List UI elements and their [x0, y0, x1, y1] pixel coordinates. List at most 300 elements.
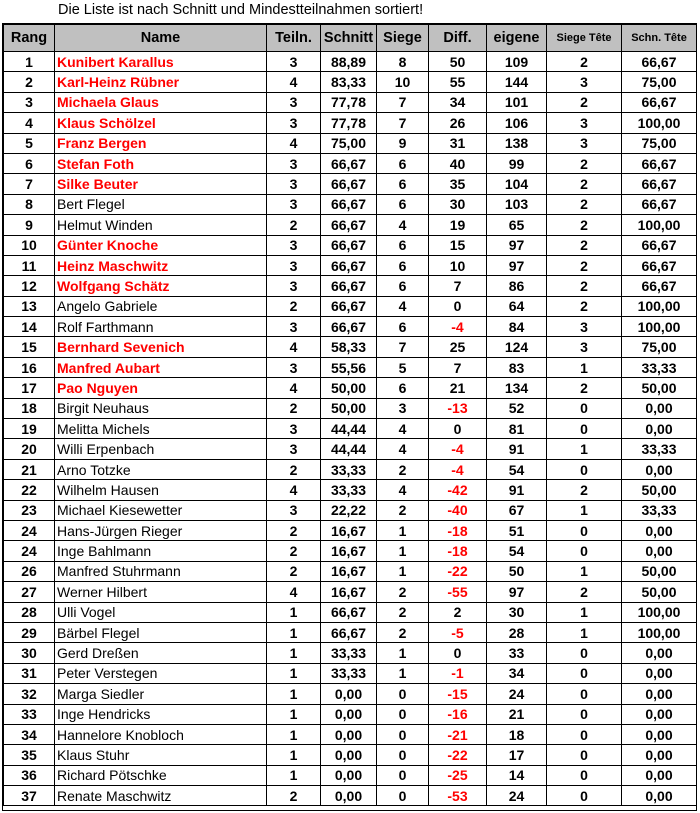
cell-name: Michael Kiesewetter [55, 500, 267, 520]
cell-rang: 4 [4, 113, 55, 133]
cell-schnitt: 50,00 [321, 378, 377, 398]
cell-siege: 1 [377, 643, 429, 663]
cell-schn-tete: 0,00 [622, 704, 697, 724]
cell-siege-tete: 2 [547, 235, 622, 255]
cell-siege: 0 [377, 684, 429, 704]
cell-eigene: 64 [487, 296, 547, 316]
cell-diff: 25 [429, 337, 487, 357]
cell-eigene: 97 [487, 235, 547, 255]
cell-siege: 10 [377, 72, 429, 92]
cell-eigene: 134 [487, 378, 547, 398]
cell-name: Arno Totzke [55, 459, 267, 479]
cell-siege: 6 [377, 194, 429, 214]
cell-eigene: 14 [487, 765, 547, 785]
header-name: Name [55, 25, 267, 52]
cell-siege-tete: 1 [547, 439, 622, 459]
cell-diff: -4 [429, 317, 487, 337]
cell-rang: 15 [4, 337, 55, 357]
cell-schnitt: 66,67 [321, 235, 377, 255]
cell-eigene: 144 [487, 72, 547, 92]
cell-name: Stefan Foth [55, 153, 267, 173]
cell-schn-tete: 0,00 [622, 398, 697, 418]
cell-schn-tete: 0,00 [622, 643, 697, 663]
cell-schnitt: 33,33 [321, 480, 377, 500]
cell-teiln: 3 [267, 419, 321, 439]
cell-siege-tete: 0 [547, 459, 622, 479]
cell-siege-tete: 3 [547, 113, 622, 133]
cell-schnitt: 33,33 [321, 459, 377, 479]
cell-schnitt: 0,00 [321, 684, 377, 704]
cell-teiln: 1 [267, 765, 321, 785]
cell-rang: 29 [4, 622, 55, 642]
cell-teiln: 3 [267, 92, 321, 112]
cell-eigene: 54 [487, 541, 547, 561]
cell-diff: 7 [429, 276, 487, 296]
table-row [4, 622, 697, 642]
cell-rang: 12 [4, 276, 55, 296]
cell-teiln: 1 [267, 622, 321, 642]
cell-teiln: 1 [267, 745, 321, 765]
cell-schnitt: 75,00 [321, 133, 377, 153]
cell-siege-tete: 0 [547, 643, 622, 663]
cell-name: Marga Siedler [55, 684, 267, 704]
cell-diff: -5 [429, 622, 487, 642]
cell-schn-tete: 0,00 [622, 459, 697, 479]
cell-name: Richard Pötschke [55, 765, 267, 785]
cell-siege: 2 [377, 602, 429, 622]
cell-siege-tete: 0 [547, 765, 622, 785]
cell-schn-tete: 0,00 [622, 684, 697, 704]
cell-siege: 2 [377, 622, 429, 642]
table-row [4, 215, 697, 235]
cell-eigene: 34 [487, 663, 547, 683]
cell-teiln: 2 [267, 398, 321, 418]
table-row [4, 500, 697, 520]
cell-diff: 7 [429, 357, 487, 377]
table-row [4, 52, 697, 72]
cell-siege: 5 [377, 357, 429, 377]
cell-schnitt: 16,67 [321, 520, 377, 540]
cell-siege: 4 [377, 480, 429, 500]
cell-eigene: 24 [487, 684, 547, 704]
cell-name: Manfred Aubart [55, 357, 267, 377]
cell-rang: 27 [4, 582, 55, 602]
cell-name: Klaus Schölzel [55, 113, 267, 133]
cell-siege: 0 [377, 786, 429, 806]
cell-name: Karl-Heinz Rübner [55, 72, 267, 92]
cell-teiln: 3 [267, 235, 321, 255]
table-row [4, 337, 697, 357]
cell-rang: 1 [4, 52, 55, 72]
cell-siege-tete: 2 [547, 52, 622, 72]
table-body [4, 52, 697, 806]
cell-schnitt: 83,33 [321, 72, 377, 92]
cell-rang: 28 [4, 602, 55, 622]
cell-diff: 21 [429, 378, 487, 398]
cell-siege-tete: 2 [547, 215, 622, 235]
cell-eigene: 52 [487, 398, 547, 418]
cell-schn-tete: 100,00 [622, 215, 697, 235]
cell-schn-tete: 50,00 [622, 480, 697, 500]
table-row [4, 153, 697, 173]
cell-schn-tete: 33,33 [622, 439, 697, 459]
cell-rang: 36 [4, 765, 55, 785]
table-row [4, 439, 697, 459]
cell-rang: 5 [4, 133, 55, 153]
cell-siege: 4 [377, 419, 429, 439]
cell-siege-tete: 2 [547, 296, 622, 316]
cell-teiln: 2 [267, 541, 321, 561]
cell-siege: 4 [377, 439, 429, 459]
cell-name: Michaela Glaus [55, 92, 267, 112]
cell-eigene: 83 [487, 357, 547, 377]
header-eigene: eigene [487, 25, 547, 52]
cell-schnitt: 66,67 [321, 317, 377, 337]
table-row [4, 786, 697, 806]
cell-teiln: 2 [267, 561, 321, 581]
cell-schnitt: 16,67 [321, 541, 377, 561]
cell-siege: 1 [377, 561, 429, 581]
header-schnitt: Schnitt [321, 25, 377, 52]
header-row [4, 25, 697, 52]
cell-name: Hannelore Knobloch [55, 724, 267, 744]
cell-diff: -42 [429, 480, 487, 500]
cell-name: Peter Verstegen [55, 663, 267, 683]
cell-name: Werner Hilbert [55, 582, 267, 602]
table-row [4, 459, 697, 479]
cell-diff: -16 [429, 704, 487, 724]
header-teiln: Teiln. [267, 25, 321, 52]
cell-diff: 2 [429, 602, 487, 622]
cell-name: Wilhelm Hausen [55, 480, 267, 500]
cell-siege: 1 [377, 520, 429, 540]
cell-teiln: 3 [267, 153, 321, 173]
header-rang: Rang [4, 25, 55, 52]
ranking-table [3, 24, 697, 806]
cell-schnitt: 88,89 [321, 52, 377, 72]
cell-diff: 19 [429, 215, 487, 235]
cell-siege: 6 [377, 276, 429, 296]
cell-schn-tete: 66,67 [622, 52, 697, 72]
table-row [4, 520, 697, 540]
cell-schn-tete: 50,00 [622, 582, 697, 602]
cell-schnitt: 0,00 [321, 745, 377, 765]
cell-name: Günter Knoche [55, 235, 267, 255]
cell-rang: 16 [4, 357, 55, 377]
header-diff: Diff. [429, 25, 487, 52]
cell-schnitt: 16,67 [321, 561, 377, 581]
cell-siege: 3 [377, 398, 429, 418]
cell-siege: 6 [377, 378, 429, 398]
cell-schn-tete: 66,67 [622, 174, 697, 194]
cell-eigene: 97 [487, 255, 547, 275]
cell-siege: 6 [377, 235, 429, 255]
cell-name: Klaus Stuhr [55, 745, 267, 765]
cell-diff: -22 [429, 561, 487, 581]
table-row [4, 602, 697, 622]
cell-schnitt: 0,00 [321, 786, 377, 806]
cell-diff: -13 [429, 398, 487, 418]
cell-rang: 33 [4, 704, 55, 724]
cell-siege-tete: 0 [547, 704, 622, 724]
cell-siege-tete: 2 [547, 174, 622, 194]
cell-schn-tete: 0,00 [622, 541, 697, 561]
cell-name: Ulli Vogel [55, 602, 267, 622]
header-siege: Siege [377, 25, 429, 52]
cell-rang: 10 [4, 235, 55, 255]
cell-siege: 6 [377, 317, 429, 337]
cell-eigene: 24 [487, 786, 547, 806]
cell-siege-tete: 3 [547, 317, 622, 337]
cell-siege: 0 [377, 745, 429, 765]
cell-name: Willi Erpenbach [55, 439, 267, 459]
cell-schn-tete: 0,00 [622, 724, 697, 744]
cell-name: Birgit Neuhaus [55, 398, 267, 418]
cell-eigene: 91 [487, 439, 547, 459]
cell-siege: 0 [377, 724, 429, 744]
cell-name: Angelo Gabriele [55, 296, 267, 316]
cell-schn-tete: 100,00 [622, 113, 697, 133]
cell-siege: 0 [377, 704, 429, 724]
cell-diff: 40 [429, 153, 487, 173]
cell-teiln: 3 [267, 194, 321, 214]
cell-schn-tete: 0,00 [622, 745, 697, 765]
cell-schnitt: 22,22 [321, 500, 377, 520]
cell-schn-tete: 0,00 [622, 419, 697, 439]
table-row [4, 561, 697, 581]
cell-siege-tete: 2 [547, 276, 622, 296]
cell-teiln: 3 [267, 52, 321, 72]
cell-siege-tete: 2 [547, 255, 622, 275]
cell-name: Manfred Stuhrmann [55, 561, 267, 581]
cell-schnitt: 0,00 [321, 765, 377, 785]
cell-siege: 7 [377, 92, 429, 112]
cell-teiln: 4 [267, 337, 321, 357]
cell-eigene: 51 [487, 520, 547, 540]
table-row [4, 72, 697, 92]
cell-eigene: 81 [487, 419, 547, 439]
cell-siege: 6 [377, 255, 429, 275]
cell-diff: 26 [429, 113, 487, 133]
table-row [4, 704, 697, 724]
cell-rang: 19 [4, 419, 55, 439]
cell-siege-tete: 2 [547, 378, 622, 398]
cell-teiln: 3 [267, 439, 321, 459]
cell-name: Melitta Michels [55, 419, 267, 439]
cell-teiln: 2 [267, 296, 321, 316]
cell-schn-tete: 66,67 [622, 255, 697, 275]
cell-schn-tete: 66,67 [622, 153, 697, 173]
cell-siege-tete: 0 [547, 745, 622, 765]
cell-siege-tete: 1 [547, 622, 622, 642]
cell-name: Inge Hendricks [55, 704, 267, 724]
cell-teiln: 2 [267, 786, 321, 806]
cell-rang: 18 [4, 398, 55, 418]
cell-name: Pao Nguyen [55, 378, 267, 398]
cell-siege-tete: 1 [547, 357, 622, 377]
cell-siege: 6 [377, 174, 429, 194]
cell-name: Bärbel Flegel [55, 622, 267, 642]
cell-rang: 14 [4, 317, 55, 337]
cell-siege-tete: 2 [547, 480, 622, 500]
table-row [4, 92, 697, 112]
cell-siege: 9 [377, 133, 429, 153]
cell-schnitt: 33,33 [321, 663, 377, 683]
cell-eigene: 67 [487, 500, 547, 520]
cell-diff: -25 [429, 765, 487, 785]
cell-eigene: 84 [487, 317, 547, 337]
cell-name: Bert Flegel [55, 194, 267, 214]
cell-diff: -15 [429, 684, 487, 704]
cell-name: Gerd Dreßen [55, 643, 267, 663]
cell-eigene: 138 [487, 133, 547, 153]
cell-schnitt: 66,67 [321, 174, 377, 194]
cell-siege-tete: 0 [547, 663, 622, 683]
cell-rang: 35 [4, 745, 55, 765]
cell-teiln: 4 [267, 582, 321, 602]
cell-rang: 3 [4, 92, 55, 112]
cell-name: Silke Beuter [55, 174, 267, 194]
cell-name: Heinz Maschwitz [55, 255, 267, 275]
cell-eigene: 65 [487, 215, 547, 235]
cell-diff: 31 [429, 133, 487, 153]
cell-siege-tete: 3 [547, 337, 622, 357]
cell-schn-tete: 0,00 [622, 765, 697, 785]
cell-schn-tete: 66,67 [622, 194, 697, 214]
cell-siege-tete: 0 [547, 520, 622, 540]
cell-rang: 7 [4, 174, 55, 194]
cell-diff: 35 [429, 174, 487, 194]
cell-eigene: 33 [487, 643, 547, 663]
cell-teiln: 3 [267, 357, 321, 377]
cell-rang: 32 [4, 684, 55, 704]
cell-siege-tete: 2 [547, 582, 622, 602]
cell-siege-tete: 2 [547, 153, 622, 173]
cell-eigene: 50 [487, 561, 547, 581]
cell-teiln: 4 [267, 480, 321, 500]
cell-teiln: 4 [267, 72, 321, 92]
cell-siege: 4 [377, 296, 429, 316]
cell-teiln: 1 [267, 704, 321, 724]
cell-schnitt: 77,78 [321, 92, 377, 112]
table-row [4, 296, 697, 316]
cell-schn-tete: 33,33 [622, 357, 697, 377]
cell-schnitt: 66,67 [321, 296, 377, 316]
cell-diff: -55 [429, 582, 487, 602]
cell-name: Renate Maschwitz [55, 786, 267, 806]
cell-rang: 22 [4, 480, 55, 500]
cell-eigene: 104 [487, 174, 547, 194]
table-row [4, 724, 697, 744]
cell-siege-tete: 2 [547, 194, 622, 214]
cell-siege-tete: 0 [547, 419, 622, 439]
cell-schnitt: 50,00 [321, 398, 377, 418]
cell-schnitt: 16,67 [321, 582, 377, 602]
cell-rang: 24 [4, 520, 55, 540]
cell-rang: 37 [4, 786, 55, 806]
table-row [4, 745, 697, 765]
list-caption: Die Liste ist nach Schnitt und Mindestteilnahmen sortiert! [58, 2, 424, 18]
cell-schn-tete: 0,00 [622, 786, 697, 806]
cell-schnitt: 66,67 [321, 153, 377, 173]
cell-eigene: 106 [487, 113, 547, 133]
cell-siege-tete: 0 [547, 684, 622, 704]
cell-siege: 7 [377, 113, 429, 133]
cell-schn-tete: 75,00 [622, 133, 697, 153]
cell-rang: 17 [4, 378, 55, 398]
cell-eigene: 101 [487, 92, 547, 112]
cell-eigene: 17 [487, 745, 547, 765]
cell-name: Inge Bahlmann [55, 541, 267, 561]
cell-siege: 2 [377, 582, 429, 602]
cell-name: Kunibert Karallus [55, 52, 267, 72]
cell-siege-tete: 0 [547, 398, 622, 418]
cell-schn-tete: 66,67 [622, 235, 697, 255]
cell-name: Rolf Farthmann [55, 317, 267, 337]
cell-schnitt: 58,33 [321, 337, 377, 357]
cell-schnitt: 66,67 [321, 215, 377, 235]
cell-teiln: 1 [267, 684, 321, 704]
cell-rang: 13 [4, 296, 55, 316]
table-row [4, 174, 697, 194]
cell-teiln: 3 [267, 276, 321, 296]
cell-schn-tete: 75,00 [622, 72, 697, 92]
table-row [4, 194, 697, 214]
cell-schn-tete: 66,67 [622, 276, 697, 296]
cell-teiln: 4 [267, 133, 321, 153]
cell-teiln: 3 [267, 317, 321, 337]
cell-schn-tete: 66,67 [622, 92, 697, 112]
cell-diff: 10 [429, 255, 487, 275]
table-row [4, 684, 697, 704]
cell-siege-tete: 1 [547, 602, 622, 622]
cell-diff: 0 [429, 643, 487, 663]
cell-diff: 30 [429, 194, 487, 214]
cell-schnitt: 0,00 [321, 704, 377, 724]
cell-schn-tete: 100,00 [622, 622, 697, 642]
table-row [4, 235, 697, 255]
cell-siege: 2 [377, 459, 429, 479]
cell-teiln: 2 [267, 215, 321, 235]
cell-diff: -21 [429, 724, 487, 744]
cell-schnitt: 66,67 [321, 255, 377, 275]
table-row [4, 357, 697, 377]
cell-diff: -53 [429, 786, 487, 806]
cell-diff: 0 [429, 296, 487, 316]
cell-siege-tete: 3 [547, 72, 622, 92]
cell-schnitt: 66,67 [321, 622, 377, 642]
cell-diff: -22 [429, 745, 487, 765]
cell-schn-tete: 0,00 [622, 663, 697, 683]
cell-siege-tete: 1 [547, 561, 622, 581]
cell-eigene: 124 [487, 337, 547, 357]
cell-name: Hans-Jürgen Rieger [55, 520, 267, 540]
cell-rang: 9 [4, 215, 55, 235]
table-row [4, 765, 697, 785]
cell-siege: 6 [377, 153, 429, 173]
cell-diff: -40 [429, 500, 487, 520]
header-siege-tete: Siege Tête [547, 25, 622, 52]
cell-teiln: 1 [267, 724, 321, 744]
cell-siege: 7 [377, 337, 429, 357]
cell-teiln: 3 [267, 174, 321, 194]
table-row [4, 133, 697, 153]
cell-name: Franz Bergen [55, 133, 267, 153]
cell-siege: 2 [377, 500, 429, 520]
table-row [4, 663, 697, 683]
table-row [4, 113, 697, 133]
cell-eigene: 99 [487, 153, 547, 173]
